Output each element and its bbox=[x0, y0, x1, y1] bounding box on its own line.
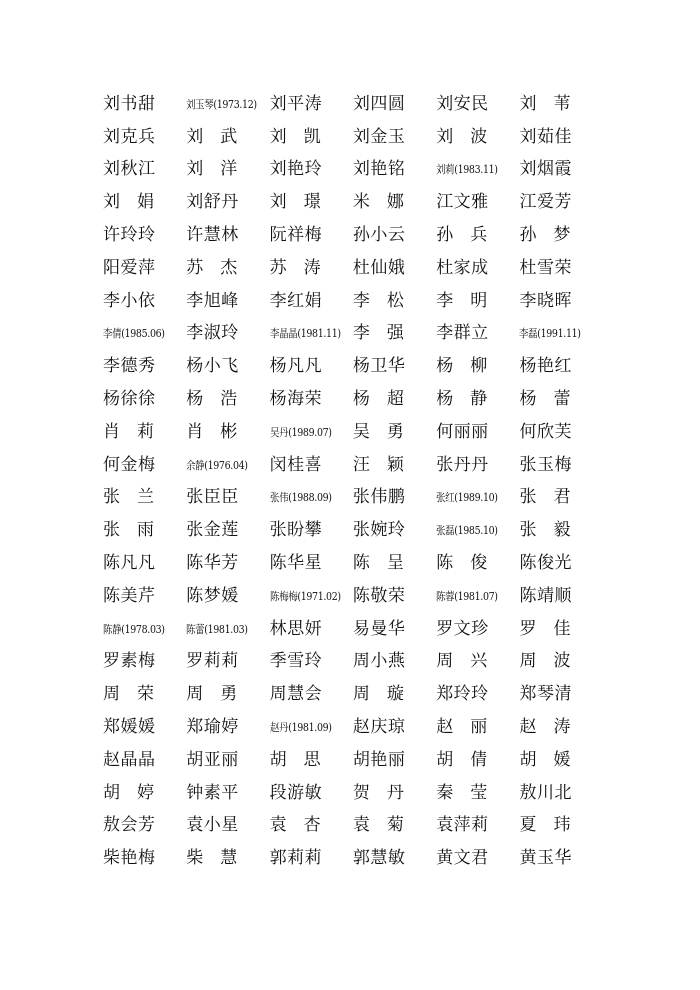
name-entry: 刘艳铭 bbox=[352, 159, 406, 180]
name-entry: 肖 莉 bbox=[103, 421, 154, 442]
name-entry: 袁 菊 bbox=[352, 815, 404, 836]
name-entry: 张 雨 bbox=[103, 520, 154, 541]
name-entry: 杜家成 bbox=[436, 257, 489, 278]
name-entry: 周 荣 bbox=[103, 684, 154, 705]
name-entry: 何金梅 bbox=[103, 454, 156, 475]
name-entry: 秦 莹 bbox=[436, 782, 488, 803]
name-entry: 江爱芳 bbox=[519, 192, 572, 213]
name-entry: 林思妍 bbox=[269, 618, 323, 639]
name-entry: 季雪玲 bbox=[269, 651, 323, 672]
name-entry: 贺 丹 bbox=[352, 782, 404, 803]
name-row bbox=[103, 711, 603, 744]
name-entry: 刘金玉 bbox=[352, 126, 406, 147]
name-entry: 刘莉(1983.11) bbox=[436, 163, 498, 177]
name-entry: 陈静(1978.03) bbox=[103, 622, 165, 636]
name-row bbox=[103, 219, 603, 252]
name-entry: 杨 超 bbox=[352, 389, 404, 410]
name-entry: 袁萍莉 bbox=[436, 815, 489, 836]
name-entry: 刘烟霞 bbox=[519, 159, 572, 180]
name-entry: 袁小星 bbox=[186, 815, 239, 836]
name-row bbox=[103, 810, 603, 843]
name-entry: 张 君 bbox=[519, 487, 571, 508]
name-entry: 陈敬荣 bbox=[352, 585, 406, 606]
name-row bbox=[103, 482, 603, 515]
name-entry: 张金莲 bbox=[186, 520, 239, 541]
name-row bbox=[103, 547, 603, 580]
name-entry: 杨艳红 bbox=[519, 356, 572, 377]
name-entry: 杨海荣 bbox=[269, 389, 323, 410]
name-entry: 何欣芙 bbox=[519, 421, 572, 442]
name-entry: 周 波 bbox=[519, 651, 571, 672]
name-entry: 陈俊光 bbox=[519, 553, 572, 574]
name-entry: 杨凡凡 bbox=[269, 356, 323, 377]
name-entry: 周慧会 bbox=[269, 684, 323, 705]
name-row bbox=[103, 777, 603, 810]
name-entry: 张红(1989.10) bbox=[436, 491, 498, 505]
name-entry: 张 毅 bbox=[519, 520, 571, 541]
name-entry: 周 璇 bbox=[352, 684, 404, 705]
name-entry: 江文雅 bbox=[436, 192, 489, 213]
name-entry: 赵 涛 bbox=[519, 717, 571, 738]
name-entry: 苏 涛 bbox=[269, 257, 321, 278]
name-entry: 刘 娟 bbox=[103, 192, 154, 213]
name-entry: 李小依 bbox=[103, 290, 156, 311]
name-row bbox=[103, 613, 603, 646]
name-entry: 刘 璟 bbox=[269, 192, 321, 213]
name-entry: 赵 丽 bbox=[436, 717, 488, 738]
name-entry: 张伟(1988.09) bbox=[269, 491, 332, 505]
name-entry: 孙小云 bbox=[352, 225, 406, 246]
name-row bbox=[103, 285, 603, 318]
name-entry: 刘克兵 bbox=[103, 126, 156, 147]
name-row bbox=[103, 383, 603, 416]
name-row bbox=[103, 744, 603, 777]
name-entry: 陈凡凡 bbox=[103, 553, 156, 574]
name-entry: 罗 佳 bbox=[519, 618, 571, 639]
name-entry: 阮祥梅 bbox=[269, 225, 323, 246]
name-entry: 许玲玲 bbox=[103, 225, 156, 246]
name-entry: 张婉玲 bbox=[352, 520, 406, 541]
name-row bbox=[103, 350, 603, 383]
name-row bbox=[103, 88, 603, 121]
name-entry: 闵桂喜 bbox=[269, 454, 323, 475]
name-entry: 柴 慧 bbox=[186, 848, 238, 869]
name-entry: 张 兰 bbox=[103, 487, 154, 508]
name-row bbox=[103, 154, 603, 187]
name-entry: 张磊(1985.10) bbox=[436, 524, 498, 538]
name-entry: 刘艳玲 bbox=[269, 159, 323, 180]
name-row bbox=[103, 186, 603, 219]
name-entry: 李 强 bbox=[352, 323, 404, 344]
name-entry: 段游敏 bbox=[269, 782, 323, 803]
name-list-grid bbox=[103, 88, 603, 875]
name-row bbox=[103, 449, 603, 482]
name-row bbox=[103, 416, 603, 449]
name-row bbox=[103, 646, 603, 679]
name-entry: 肖 彬 bbox=[186, 421, 238, 442]
name-entry: 许慧林 bbox=[186, 225, 239, 246]
name-entry: 易曼华 bbox=[352, 618, 406, 639]
name-entry: 罗素梅 bbox=[103, 651, 156, 672]
name-entry: 郑媛媛 bbox=[103, 717, 156, 738]
name-entry: 黄玉华 bbox=[519, 848, 572, 869]
name-entry: 郑瑜婷 bbox=[186, 717, 239, 738]
name-entry: 敖会芳 bbox=[103, 815, 156, 836]
name-entry: 吴丹(1989.07) bbox=[269, 425, 332, 439]
name-entry: 陈梅梅(1971.02) bbox=[269, 589, 341, 603]
name-entry: 李晓晖 bbox=[519, 290, 572, 311]
name-entry: 刘 武 bbox=[186, 126, 238, 147]
name-entry: 张伟鹏 bbox=[352, 487, 406, 508]
name-entry: 赵晶晶 bbox=[103, 749, 156, 770]
name-entry: 李淑玲 bbox=[186, 323, 239, 344]
name-entry: 袁 杏 bbox=[269, 815, 321, 836]
name-row bbox=[103, 842, 603, 875]
name-entry: 阳爱萍 bbox=[103, 257, 156, 278]
name-entry: 钟素平 bbox=[186, 782, 239, 803]
name-entry: 陈美芹 bbox=[103, 585, 156, 606]
name-entry: 夏 玮 bbox=[519, 815, 571, 836]
name-entry: 胡艳丽 bbox=[352, 749, 406, 770]
name-entry: 胡 媛 bbox=[519, 749, 571, 770]
name-entry: 何丽丽 bbox=[436, 421, 489, 442]
name-entry: 郑琴清 bbox=[519, 684, 572, 705]
name-entry: 李晶晶(1981.11) bbox=[269, 327, 341, 341]
name-entry: 陈梦媛 bbox=[186, 585, 239, 606]
name-entry: 赵庆琼 bbox=[352, 717, 406, 738]
name-entry: 赵丹(1981.09) bbox=[269, 721, 332, 735]
name-entry: 罗莉莉 bbox=[186, 651, 239, 672]
name-entry: 李群立 bbox=[436, 323, 489, 344]
name-entry: 刘 苇 bbox=[519, 93, 571, 114]
name-entry: 张丹丹 bbox=[436, 454, 489, 475]
name-entry: 杨小飞 bbox=[186, 356, 239, 377]
name-entry: 李 松 bbox=[352, 290, 404, 311]
name-entry: 郭慧敏 bbox=[352, 848, 406, 869]
name-entry: 郭莉莉 bbox=[269, 848, 323, 869]
name-entry: 李磊(1991.11) bbox=[519, 327, 582, 341]
name-entry: 刘舒丹 bbox=[186, 192, 239, 213]
name-entry: 吴 勇 bbox=[352, 421, 404, 442]
name-entry: 李倩(1985.06) bbox=[103, 327, 165, 341]
name-entry: 周 勇 bbox=[186, 684, 238, 705]
name-entry: 刘书甜 bbox=[103, 93, 156, 114]
name-entry: 周 兴 bbox=[436, 651, 488, 672]
name-entry: 郑玲玲 bbox=[436, 684, 489, 705]
name-entry: 孙 兵 bbox=[436, 225, 488, 246]
name-entry: 苏 杰 bbox=[186, 257, 238, 278]
name-entry: 周小燕 bbox=[352, 651, 406, 672]
name-entry: 孙 梦 bbox=[519, 225, 571, 246]
name-row bbox=[103, 318, 603, 351]
name-entry: 张臣臣 bbox=[186, 487, 239, 508]
name-row bbox=[103, 514, 603, 547]
name-entry: 陈蕾(1981.03) bbox=[186, 622, 248, 636]
name-entry: 陈华星 bbox=[269, 553, 323, 574]
name-entry: 陈华芳 bbox=[186, 553, 239, 574]
name-entry: 刘茹佳 bbox=[519, 126, 572, 147]
name-entry: 汪 颖 bbox=[352, 454, 404, 475]
name-entry: 刘 波 bbox=[436, 126, 488, 147]
name-entry: 敖川北 bbox=[519, 782, 572, 803]
name-entry: 刘平涛 bbox=[269, 93, 323, 114]
name-entry: 陈靖顺 bbox=[519, 585, 572, 606]
name-entry: 刘玉琴(1973.12) bbox=[186, 97, 258, 111]
name-entry: 刘安民 bbox=[436, 93, 489, 114]
name-row bbox=[103, 252, 603, 285]
name-entry: 张玉梅 bbox=[519, 454, 572, 475]
name-entry: 杨 蕾 bbox=[519, 389, 571, 410]
name-entry: 李 明 bbox=[436, 290, 488, 311]
name-entry: 陈 呈 bbox=[352, 553, 404, 574]
name-entry: 胡 倩 bbox=[436, 749, 488, 770]
name-row bbox=[103, 580, 603, 613]
name-entry: 李旭峰 bbox=[186, 290, 239, 311]
name-entry: 刘秋江 bbox=[103, 159, 156, 180]
name-entry: 杨 静 bbox=[436, 389, 488, 410]
name-entry: 杨 浩 bbox=[186, 389, 238, 410]
name-entry: 杜雪荣 bbox=[519, 257, 572, 278]
name-entry: 柴艳梅 bbox=[103, 848, 156, 869]
name-entry: 刘四圆 bbox=[352, 93, 406, 114]
name-entry: 黄文君 bbox=[436, 848, 489, 869]
name-entry: 余静(1976.04) bbox=[186, 458, 248, 472]
name-entry: 胡 婷 bbox=[103, 782, 154, 803]
name-entry: 李红娟 bbox=[269, 290, 323, 311]
name-entry: 刘 洋 bbox=[186, 159, 238, 180]
name-row bbox=[103, 678, 603, 711]
name-entry: 杨卫华 bbox=[352, 356, 406, 377]
name-entry: 胡亚丽 bbox=[186, 749, 239, 770]
name-entry: 米 娜 bbox=[352, 192, 404, 213]
name-entry: 罗文珍 bbox=[436, 618, 489, 639]
name-entry: 杨 柳 bbox=[436, 356, 488, 377]
name-entry: 杨徐徐 bbox=[103, 389, 156, 410]
name-entry: 刘 凯 bbox=[269, 126, 321, 147]
name-entry: 张盼攀 bbox=[269, 520, 323, 541]
name-entry: 胡 思 bbox=[269, 749, 321, 770]
name-entry: 杜仙娥 bbox=[352, 257, 406, 278]
name-entry: 陈 俊 bbox=[436, 553, 488, 574]
name-entry: 陈蓉(1981.07) bbox=[436, 589, 498, 603]
name-entry: 李德秀 bbox=[103, 356, 156, 377]
name-row bbox=[103, 121, 603, 154]
